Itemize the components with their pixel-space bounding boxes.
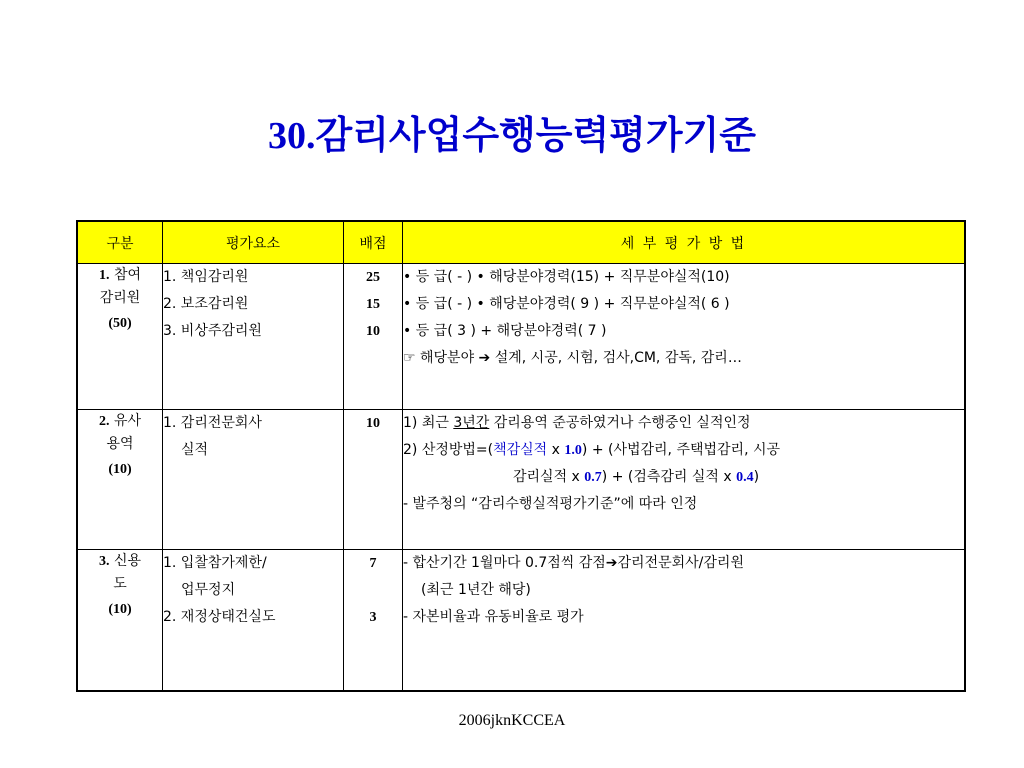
- score-cell: 10: [344, 410, 403, 550]
- header-category: 구분: [77, 221, 163, 264]
- header-element: 평가요소: [163, 221, 344, 264]
- category-cell: 1. 참여 감리원 (50): [77, 264, 163, 410]
- evaluation-table: [76, 220, 966, 692]
- method-cell: - 합산기간 1월마다 0.7점씩 감점➔감리전문회사/감리원 (최근 1년간 해당) - 자본비율과 유동비율로 평가: [403, 550, 966, 692]
- method-cell: 1) 최근 3년간 감리용역 준공하였거나 수행중인 실적인정 2) 산정방법=(책감실적 x 1.0) + (사법감리, 주택법감리, 시공 감리실적 x 0.7) + (검측감리 실적 x 0.4) - 발주청의 “감리수행실적평가기준”에 따라 인정: [403, 410, 966, 550]
- category-cell: 3. 신용 도 (10): [77, 550, 163, 692]
- footer-credit: 2006jknKCCEA: [458, 712, 566, 729]
- table-row: [77, 410, 965, 550]
- arrow-right-icon: ➔: [605, 555, 618, 571]
- header-score: 배점: [344, 221, 403, 264]
- element-cell: 1. 입찰참가제한/ 업무정지 2. 재정상태건실도: [163, 550, 344, 692]
- category-cell: 2. 유사 용역 (10): [77, 410, 163, 550]
- header-row: [77, 221, 965, 264]
- method-cell: • 등 급( - ) • 해당분야경력(15) + 직무분야실적(10) • 등 급( - ) • 해당분야경력( 9 ) + 직무분야실적( 6 ) • 등 급( 3 ) + 해당분야경력( 7 ) ☞ 해당분야 ➔ 설계, 시공, 시험, 검사,CM, 감독, 감리…: [403, 264, 966, 410]
- score-cell: 25 15 10: [344, 264, 403, 410]
- score-cell: 7 3: [344, 550, 403, 692]
- page-title: 30.감리사업수행능력평가기준: [268, 113, 756, 157]
- element-cell: 1. 감리전문회사 실적: [163, 410, 344, 550]
- element-cell: 1. 책임감리원 2. 보조감리원 3. 비상주감리원: [163, 264, 344, 410]
- table-row: [77, 550, 965, 692]
- header-method: 세 부 평 가 방 법: [403, 221, 966, 264]
- table-row: [77, 264, 965, 410]
